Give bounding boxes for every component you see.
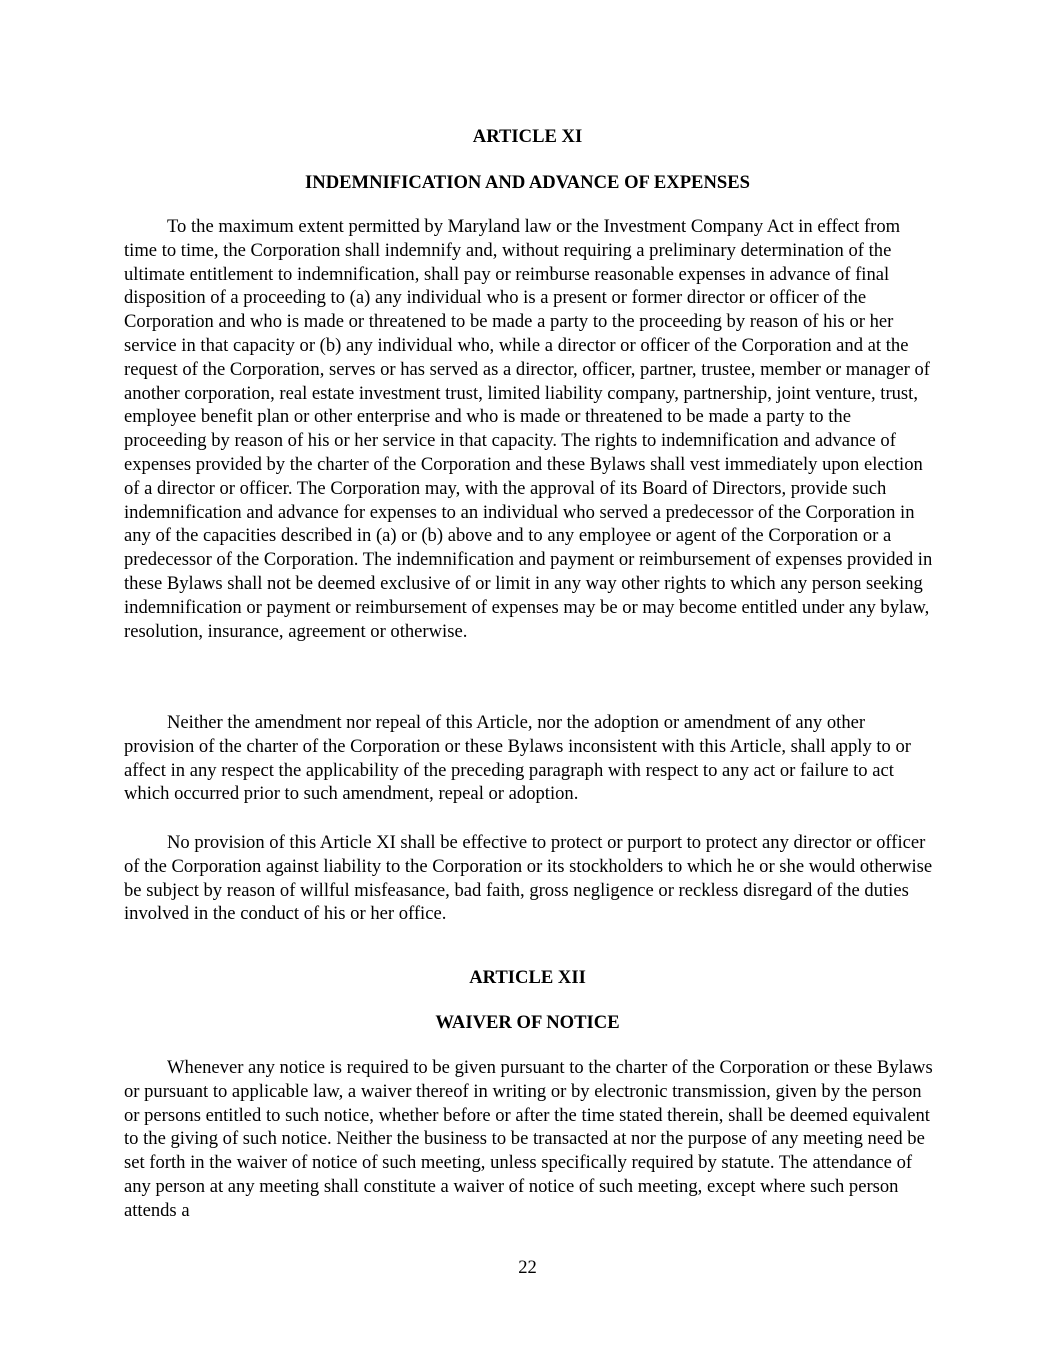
paragraph-text: No provision of this Article XI shall be effective to protect or purport to protect any director or officer of the Corporation against liability to the Corporation or its stockholders to which he or she would otherwise be subject by reason of willful misfeasance, bad faith, gross negligence or reckless disregard of the duties involved in the conduct of his or her office. (124, 832, 933, 925)
article-xi-subheading: INDEMNIFICATION AND ADVANCE OF EXPENSES (305, 172, 750, 193)
article-xi-paragraph-3 (124, 831, 934, 926)
article-xi-paragraph-1 (124, 215, 934, 643)
paragraph-text: Whenever any notice is required to be given pursuant to the charter of the Corporation or these Bylaws or pursuant to applicable law, a waiver thereof in writing or by electronic transmission, given by the person or persons entitled to such notice, whether before or after the time stated therein, shall be deemed equivalent to the giving of such notice. Neither the business to be transacted at nor the purpose of any meeting need be set forth in the waiver of notice of such meeting, unless specifically required by statute. The attendance of any person at any meeting shall constitute a waiver of notice of such meeting, except where such person attends a (124, 1057, 933, 1221)
article-xii-subheading: WAIVER OF NOTICE (435, 1012, 620, 1033)
article-xii-paragraph-1 (124, 1056, 934, 1223)
article-xii-heading: ARTICLE XII (469, 967, 586, 988)
paragraph-text: To the maximum extent permitted by Maryland law or the Investment Company Act in effect from time to time, the Corporation shall indemnify and, without requiring a preliminary determination of the ultimate entitlement to indemnification, shall pay or reimburse reasonable expenses in advance of final disposition of a proceeding to (a) any individual who is a present or former director or officer of the Corporation and who is made or threatened to be made a party to the proceeding by reason of his or her service in that capacity or (b) any individual who, while a director or officer of the Corporation and at the request of the Corporation, serves or has served as a director, officer, partner, trustee, member or manager of another corporation, real estate investment trust, limited liability company, partnership, joint venture, trust, employee benefit plan or other enterprise and who is made or threatened to be made a party to the proceeding by reason of his or her service in that capacity. The rights to indemnification and advance of expenses provided by the charter of the Corporation and these Bylaws shall vest immediately upon election of a director or officer. The Corporation may, with the approval of its Board of Directors, provide such indemnification and advance for expenses to an individual who served a predecessor of the Corporation in any of the capacities described in (a) or (b) above and to any employee or agent of the Corporation or a predecessor of the Corporation. The indemnification and payment or reimbursement of expenses provided in these Bylaws shall not be deemed exclusive of or limit in any way other rights to which any person seeking indemnification or payment or reimbursement of expenses may be or may become entitled under any bylaw, resolution, insurance, agreement or otherwise. (124, 216, 933, 642)
article-xi-paragraph-2 (124, 711, 934, 806)
article-xi-heading: ARTICLE XI (472, 126, 583, 147)
page-number: 22 (518, 1257, 537, 1278)
paragraph-text: Neither the amendment nor repeal of this Article, nor the adoption or amendment of any other provision of the charter of the Corporation or these Bylaws inconsistent with this Article, shall apply to or affect in any respect the applicability of the preceding paragraph with respect to any act or failure to act which occurred prior to such amendment, repeal or adoption. (124, 712, 911, 805)
